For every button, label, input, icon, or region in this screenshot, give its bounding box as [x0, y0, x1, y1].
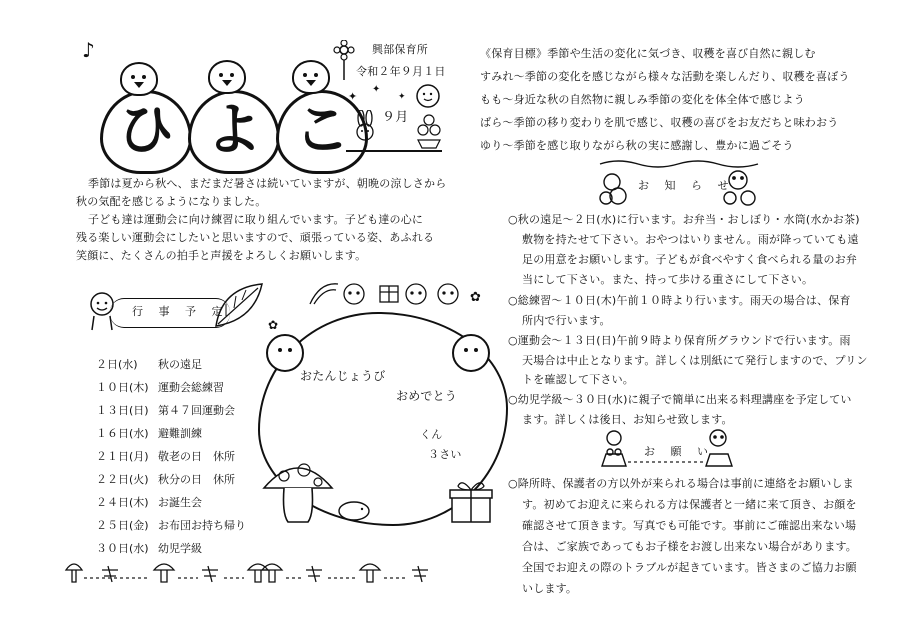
schedule-date: ２５日(金): [96, 519, 149, 532]
star-icon: ✦: [398, 92, 406, 102]
schedule-row: [96, 517, 246, 533]
notice-line: ○幼児学級～３０日(水)に親子で簡単に出来る料理講座を予定してい: [508, 393, 852, 406]
goal-line: すみれ～季節の変化を感じながら様々な活動を楽しんだり、収穫を喜ぼう: [480, 70, 850, 83]
schedule-date: ２日(水): [96, 358, 138, 371]
notice-line: トを確認して下さい。: [522, 373, 634, 386]
title-egg-1: [100, 90, 192, 174]
star-icon: ✦: [348, 90, 358, 103]
schedule-row: [96, 471, 235, 487]
notice-line: ます。詳しくは後日、お知らせ致します。: [522, 413, 733, 426]
intro-line: 秋の気配を感じるようになりました。: [76, 195, 267, 208]
request-line: ○降所時、保護者の方以外が来られる場合は事前に連絡をお願いしま: [508, 477, 854, 490]
schedule-event: 避難訓練: [158, 427, 202, 440]
schedule-date: ３０日(水): [96, 542, 149, 555]
schedule-row: [96, 540, 202, 556]
mushroom-icon: [258, 448, 338, 528]
intro-line: 季節は夏から秋へ、まだまだ暑さは続いていますが、朝晩の涼しさから: [88, 177, 447, 190]
rabbit-face-icon: [452, 334, 490, 372]
title-char-ko: こ: [294, 98, 350, 163]
notice-line: 敷物を持たせて下さい。おやつはいりません。雨が降っていても遠: [522, 233, 859, 246]
schedule-row: [96, 494, 202, 510]
intro-line: 子ども達は運動会に向け練習に取り組んでいます。子ども達の心に: [88, 213, 424, 226]
schedule-event: 第４７回運動会: [158, 404, 235, 417]
chick-icon: [208, 60, 246, 94]
title-egg-2: [188, 90, 280, 174]
intro-line: 笑顔に、たくさんの拍手と声援をよろしくお願いします。: [76, 249, 367, 262]
goal-line: もも～身近な秋の自然物に親しみ季節の変化を体全体で感じよう: [480, 93, 805, 106]
rabbit-icon: [350, 110, 380, 150]
title-char-yo: よ: [206, 98, 262, 163]
flower-icon: ✿: [268, 318, 279, 332]
schedule-event: 敬老の日 休所: [158, 450, 235, 463]
issue-date: 令和２年９月１日: [356, 65, 446, 78]
schedule-event: 秋分の日 休所: [158, 473, 235, 486]
chick-icon: [120, 62, 158, 96]
masthead: [70, 38, 360, 168]
leaf-icon: [212, 280, 266, 330]
hedgehog-icon: [336, 496, 372, 522]
schedule-row: [96, 356, 202, 372]
schedule-event: 運動会総練習: [158, 381, 224, 394]
schedule-date: ２４日(木): [96, 496, 149, 509]
request-line: 確認させて頂きます。写真でも可能です。事前にご確認出来ない場: [522, 519, 857, 532]
schedule-title: 行 事 予 定: [132, 305, 229, 318]
notices-title: お 知 ら せ: [638, 179, 735, 192]
school-name: 興部保育所: [372, 43, 428, 56]
notice-line: ○総練習～１０日(木)午前１０時より行います。雨天の場合は、保育: [508, 294, 851, 307]
schedule-event: 幼児学級: [158, 542, 202, 555]
notice-line: 当にして下さい。また、持って歩ける重さにして下さい。: [522, 273, 814, 286]
chick-icon: [292, 60, 330, 94]
flower-icon: [330, 40, 358, 80]
schedule-row: [96, 425, 202, 441]
birthday-age: ３さい: [428, 448, 462, 461]
birthday-line2: おめでとう: [396, 389, 458, 403]
schedule-date: １０日(木): [96, 381, 149, 394]
notice-line: 所内で行います。: [522, 314, 611, 327]
schedule-row: [96, 448, 235, 464]
schedule-date: ２２日(火): [96, 473, 149, 486]
request-line: す。初めてお迎えに来られる方は保護者と一緒に来て頂き、お顔を: [522, 498, 857, 511]
birthday-kun: くん: [420, 428, 443, 441]
flower-icon: ✿: [470, 290, 481, 305]
moon-icon: [414, 82, 442, 110]
requests-title: お 願 い: [644, 445, 714, 458]
notice-line: ○運動会～１３日(日)午前９時より保育所グラウンドで行います。雨: [508, 334, 851, 347]
bottom-border: [62, 556, 442, 590]
notice-line: ○秋の遠足～２日(水)に行います。お弁当・おしぼり・水筒(水かお茶): [508, 213, 860, 226]
month-label: ９月: [382, 110, 409, 125]
schedule-event: お誕生会: [158, 496, 202, 509]
notice-line: 足の用意をお願いします。子どもが食べやすく食べられる量のお弁: [522, 253, 858, 266]
schedule-row: [96, 379, 224, 395]
gift-box-icon: [448, 478, 494, 524]
title-char-hi: ひ: [118, 98, 174, 163]
dango-icon: [416, 112, 442, 152]
birthday-line1: おたんじょうび: [300, 369, 386, 383]
goal-line: ばら～季節の移り変わりを肌で感じ、収穫の喜びをお友だちと味わおう: [480, 116, 839, 129]
goal-heading: 《保育目標》季節や生活の変化に気づき、収穫を喜び自然に親しむ: [480, 47, 816, 60]
request-line: いします。: [522, 582, 578, 595]
kids-row-illustration: [308, 278, 468, 308]
goal-line: ゆり～季節を感じ取りながら秋の実に感謝し、豊かに過ごそう: [480, 139, 794, 152]
ground-line: [346, 150, 442, 152]
schedule-event: お布団お持ち帰り: [158, 519, 246, 532]
request-line: 合は、ご家族であってもお子様をお渡し出来ない場合があります。: [522, 540, 858, 553]
star-icon: ✦: [372, 84, 381, 95]
request-line: 全国でお迎えの際のトラブルが起きています。皆さまのご協力お願: [522, 561, 857, 574]
month-illustration: [346, 82, 446, 158]
notice-line: 天場合は中止となります。詳しくは別紙にて発行しますので、プリン: [522, 354, 868, 367]
schedule-date: １６日(水): [96, 427, 149, 440]
intro-line: 残る楽しい運動会にしたいと思いますので、頑張っている姿、あふれる: [76, 231, 435, 244]
bear-face-icon: [266, 334, 304, 372]
schedule-date: １３日(日): [96, 404, 149, 417]
music-note-icon: ♪: [82, 38, 95, 62]
schedule-date: ２１日(月): [96, 450, 149, 463]
schedule-event: 秋の遠足: [158, 358, 202, 371]
schedule-row: [96, 402, 235, 418]
